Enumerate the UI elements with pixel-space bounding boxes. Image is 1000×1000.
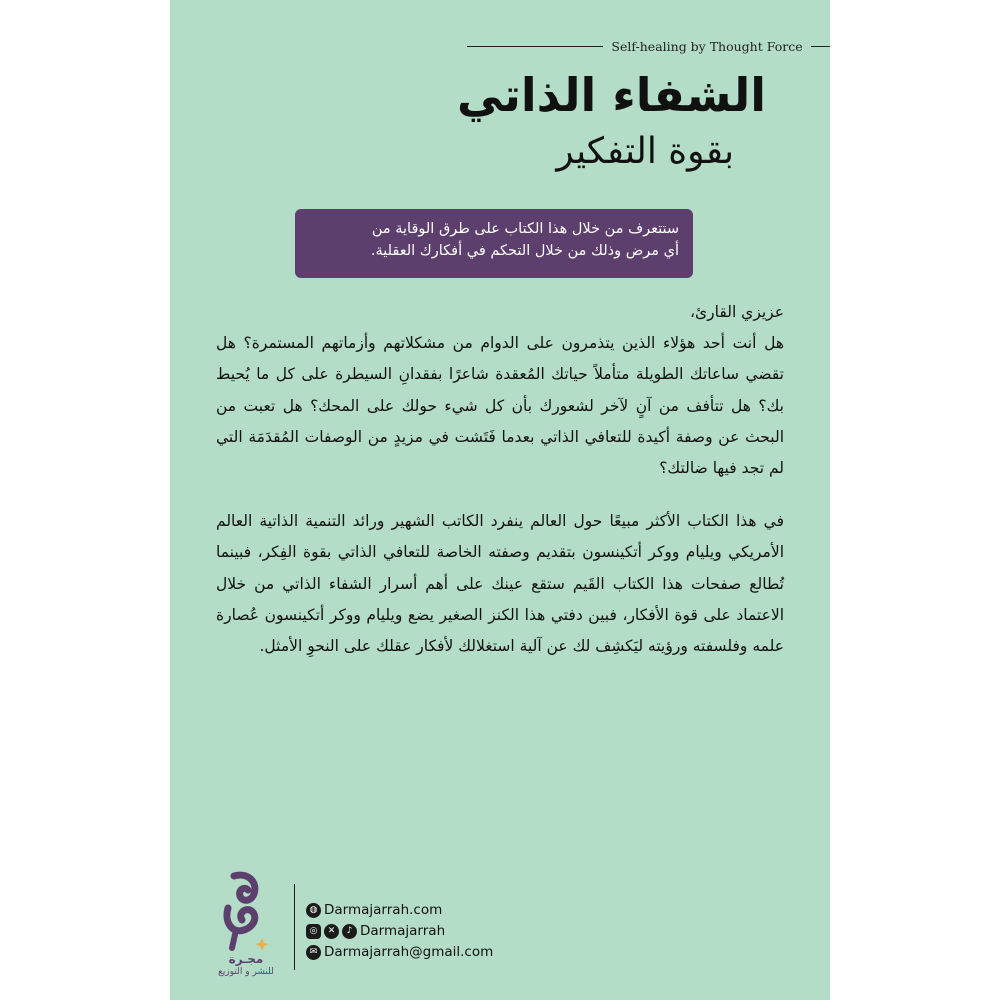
publisher-contacts xyxy=(306,900,493,963)
publisher-divider xyxy=(294,884,295,970)
tiktok-icon[interactable]: ♪ xyxy=(342,924,357,939)
social-handle[interactable]: Darmajarrah xyxy=(360,923,446,939)
publisher-name: مجـرة xyxy=(228,952,264,966)
book-back-cover xyxy=(170,0,830,1000)
blurb xyxy=(216,297,784,662)
blurb-paragraph-2: في هذا الكتاب الأكثر مبيعًا حول العالم ينفرد الكاتب الشهير ورائد التنمية الذاتية العالم الأمريكي ويليام ووكر أتكينسون بتقديم وصفته الخاصة للتعافي الذاتي بقوة الفِكر، فبينما تُطالع صفحات هذا الكتاب القَيم ستقع عينك على أهم أسرار الشفاء الذاتي من خلال الاعتماد على قوة الأفكار، فبين دفتي هذا الكنز الصغير يضع ويليام ووكر أتكينسون عُصارة علمه وفلسفته ورؤيته ليَكشِف لك عن آلية استغلالك لأفكار عقلك على النحوِ الأمثل. xyxy=(216,512,784,656)
highlight-line-1: ستتعرف من خلال هذا الكتاب على طرق الوقاية من xyxy=(371,221,679,237)
highlight-box xyxy=(295,209,693,278)
book-subtitle: بقوة التفكير xyxy=(556,131,734,172)
publisher-logo-text xyxy=(212,952,280,978)
subtitle-rule-left xyxy=(467,46,603,47)
email-row xyxy=(306,942,493,962)
email-link[interactable]: Darmajarrah@gmail.com xyxy=(324,944,494,960)
website-row xyxy=(306,900,493,920)
social-row xyxy=(306,921,493,941)
english-subtitle-row xyxy=(467,38,830,54)
publisher-tagline: للنشر و التوزيع xyxy=(218,967,274,977)
x-icon[interactable]: ✕ xyxy=(324,924,339,939)
english-subtitle: Self-healing by Thought Force xyxy=(611,38,803,54)
instagram-icon[interactable]: ◎ xyxy=(306,924,321,939)
subtitle-rule-right xyxy=(811,46,830,47)
highlight-line-2: أي مرض وذلك من خلال التحكم في أفكارك العقلية. xyxy=(370,243,679,260)
mail-icon: ✉ xyxy=(306,945,321,960)
book-title: الشفاء الذاتي xyxy=(457,68,766,122)
globe-icon: ◍ xyxy=(306,903,321,918)
blurb-paragraph-1: هل أنت أحد هؤلاء الذين يتذمرون على الدوام من مشكلاتهم وأزماتهم المستمرة؟ هل تقضي ساعاتك الطويلة متأملاً حياتك المُعقدة شاعرًا بفقدانِ السيطرة على كل ما يُحيط بك؟ هل تتأفف من آنٍ لآخر لشعورك بأن كل شيء حولك على المحك؟ هل تعبت من البحث عن وصفة أكيدة للتعافي الذاتي بعدما فَتَشت في مزيدٍ من الوصفات المُقدَمَة التي لم تجد فيها ضالتك؟ xyxy=(216,334,784,478)
website-link[interactable]: Darmajarrah.com xyxy=(324,902,443,918)
greeting: عزيزي القارئ، xyxy=(690,303,784,321)
